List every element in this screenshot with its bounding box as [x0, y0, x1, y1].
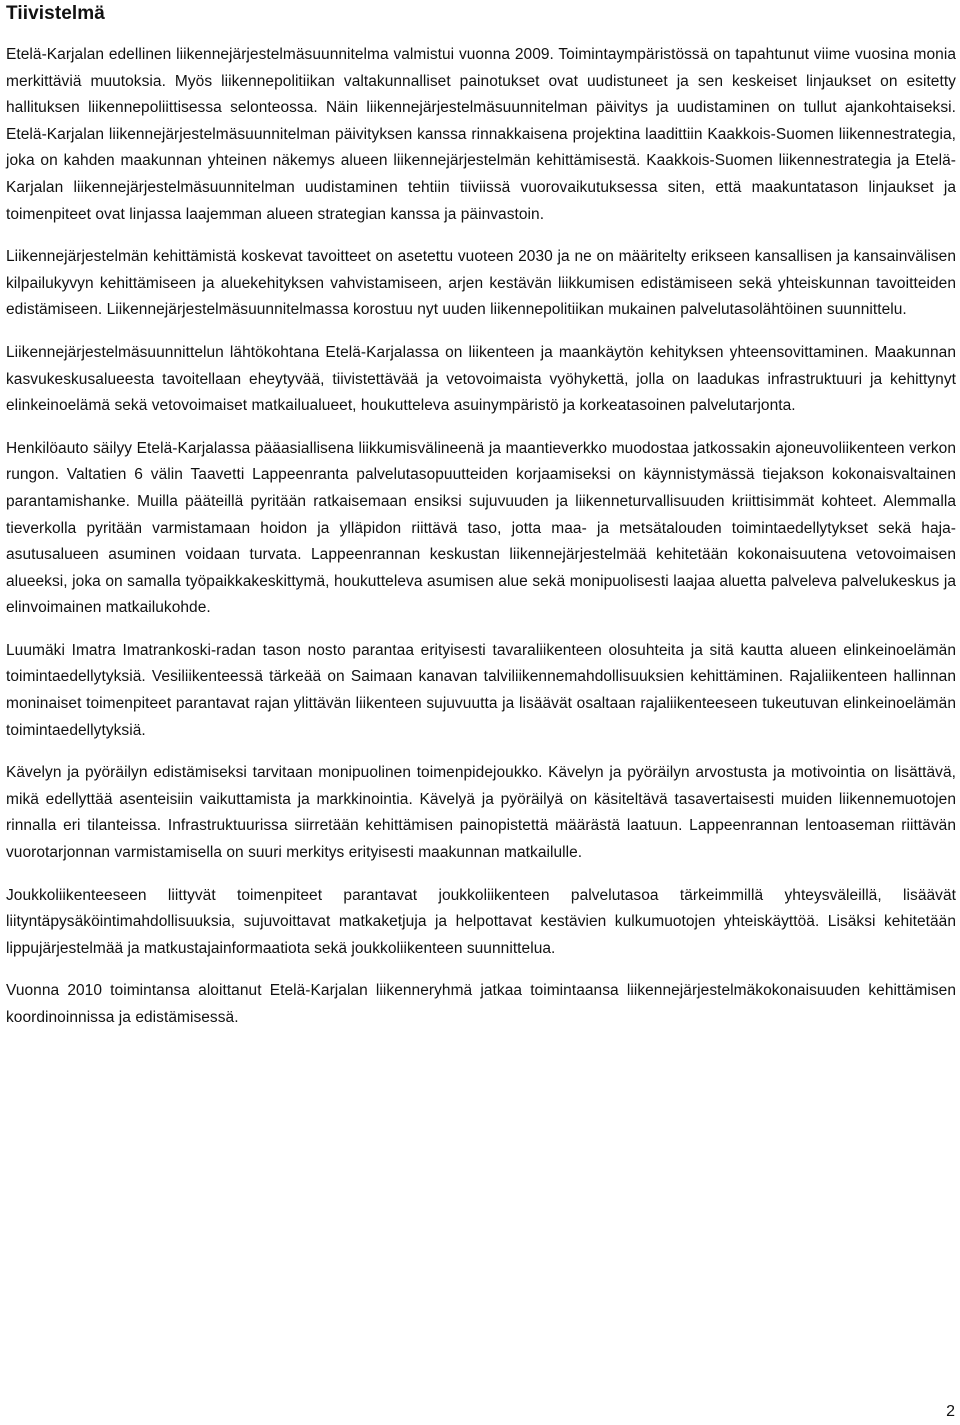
paragraph-5: Luumäki Imatra Imatrankoski-radan tason nosto parantaa erityisesti tavaraliikenteen olosuhteita ja sitä kautta alueen elinkeinoelämän toimintaedellytyksiä. Vesiliikenteessä tärkeää on Saimaan kanavan talviliikennemahdollisuuksien kehittäminen. Rajaliikenteen hallinnan moninaiset toimenpiteet parantavat rajan ylittävän liikenteen sujuvuutta ja lisäävät osaltaan rajaliikenteeseen tukeutuvan elinkeinoelämän toimintaedellytyksiä.: [6, 641, 956, 739]
paragraph-7: Joukkoliikenteeseen liittyvät toimenpiteet parantavat joukkoliikenteen palvelutasoa tärkeimmillä yhteysväleillä, lisäävät liityntäpysäköintimahdollisuuksia, sujuvoittavat matkaketjuja ja helpottavat kestävien kulkumuotojen yhteiskäyttöä. Lisäksi kehitetään lippujärjestelmää ja matkustajainformaatiota sekä joukkoliikenteen suunnittelua.: [6, 886, 956, 957]
paragraph-6: Kävelyn ja pyöräilyn edistämiseksi tarvitaan monipuolinen toimenpidejoukko. Kävelyn ja pyöräilyn arvostusta ja motivointia on lisättävä, mikä edellyttää asenteisiin vaikuttamista ja markkinointia. Kävelyä ja pyöräilyä on käsiteltävä tasavertaisesti muiden liikennemuotojen rinnalla eri tilanteissa. Infrastruktuurissa siirretään kehittämisen painopistettä määrästä laatuun. Lappeenrannan lentoaseman riittävän vuorotarjonnan varmistamisella on suuri merkitys erityisesti maakunnan matkailulle.: [6, 764, 956, 862]
page-number: 2: [946, 1403, 955, 1420]
paragraph-1: Etelä-Karjalan edellinen liikennejärjestelmäsuunnitelma valmistui vuonna 2009. Toimintaympäristössä on tapahtunut viime vuosina monia merkittäviä muutoksia. Myös liikennepolitiikan valtakunnalliset painotukset ovat uudistuneet ja sen keskeiset linjaukset on esitetty hallituksen liikennepoliittisessa selonteossa. Näin liikennejärjestelmäsuunnitelman päivitys ja uudistaminen on tullut ajankohtaiseksi. Etelä-Karjalan liikennejärjestelmäsuunnitelman päivityksen kanssa rinnakkaisena projektina laadittiin Kaakkois-Suomen liikennestrategia, joka on kahden maakunnan yhteinen näkemys alueen liikennejärjestelmän kehittämisestä. Kaakkois-Suomen liikennestrategia ja Etelä-Karjalan liikennejärjestelmäsuunnitelman uudistaminen tehtiin tiiviissä vuorovaikutuksessa siten, että maakuntatason linjaukset ja toimenpiteet ovat linjassa laajemman alueen strategian kanssa ja päinvastoin.: [6, 46, 956, 223]
document-page: [6, 0, 956, 1032]
paragraph-3: Liikennejärjestelmäsuunnittelun lähtökohtana Etelä-Karjalassa on liikenteen ja maankäytön kehityksen yhteensovittaminen. Maakunnan kasvukeskusalueesta tavoitellaan eheytyvää, tiivistettävää ja vetovoimaista vyöhykettä, jolla on laadukas infrastruktuuri ja kehittynyt elinkeinoelämä sekä vetovoimaiset matkailualueet, houkutteleva asuinympäristö ja korkeatasoinen palvelutarjonta.: [6, 343, 956, 415]
paragraph-8: Vuonna 2010 toimintansa aloittanut Etelä-Karjalan liikenneryhmä jatkaa toimintaansa liikennejärjestelmäkokonaisuuden kehittämisen koordinoinnissa ja edistämisessä.: [6, 982, 956, 1026]
section-title: Tiivistelmä: [6, 3, 105, 24]
paragraph-2: Liikennejärjestelmän kehittämistä koskevat tavoitteet on asetettu vuoteen 2030 ja ne on määritelty erikseen kansallisen ja kansainvälisen kilpailukyvyn kehittämiseen ja aluekehityksen vahvistamiseen, arjen kestävän liikkumisen edistämiseen sekä yhteiskunnan tavoitteiden edistämiseen. Liikennejärjestelmäsuunnitelmassa korostuu nyt uuden liikennepolitiikan mukainen palvelutasolähtöinen suunnittelu.: [6, 248, 956, 319]
paragraph-4: Henkilöauto säilyy Etelä-Karjalassa pääasiallisena liikkumisvälineenä ja maantieverkko muodostaa jatkossakin ajoneuvoliikenteen verkon rungon. Valtatien 6 välin Taavetti Lappeenranta palvelutasopuutteiden korjaamiseksi on käynnistymässä tiejakson kokonaisvaltainen parantamishanke. Muilla pääteillä pyritään ratkaisemaan ensiksi sujuvuuden ja liikenneturvallisuuden kriittisimmät kohteet. Alemmalla tieverkolla pyritään varmistamaan hoidon ja ylläpidon riittävä taso, jotta maa- ja metsätalouden toimintaedellytykset sekä haja-asutusalueen asuminen voidaan turvata. Lappeenrannan keskustan liikennejärjestelmää kehitetään kokonaisuutena vetovoimaisen alueeksi, joka on samalla työpaikkakeskittymä, houkutteleva asumisen alue sekä monipuolisesti laajaa aluetta palveleva palvelukeskus ja elinvoimainen matkailukohde.: [6, 439, 956, 617]
